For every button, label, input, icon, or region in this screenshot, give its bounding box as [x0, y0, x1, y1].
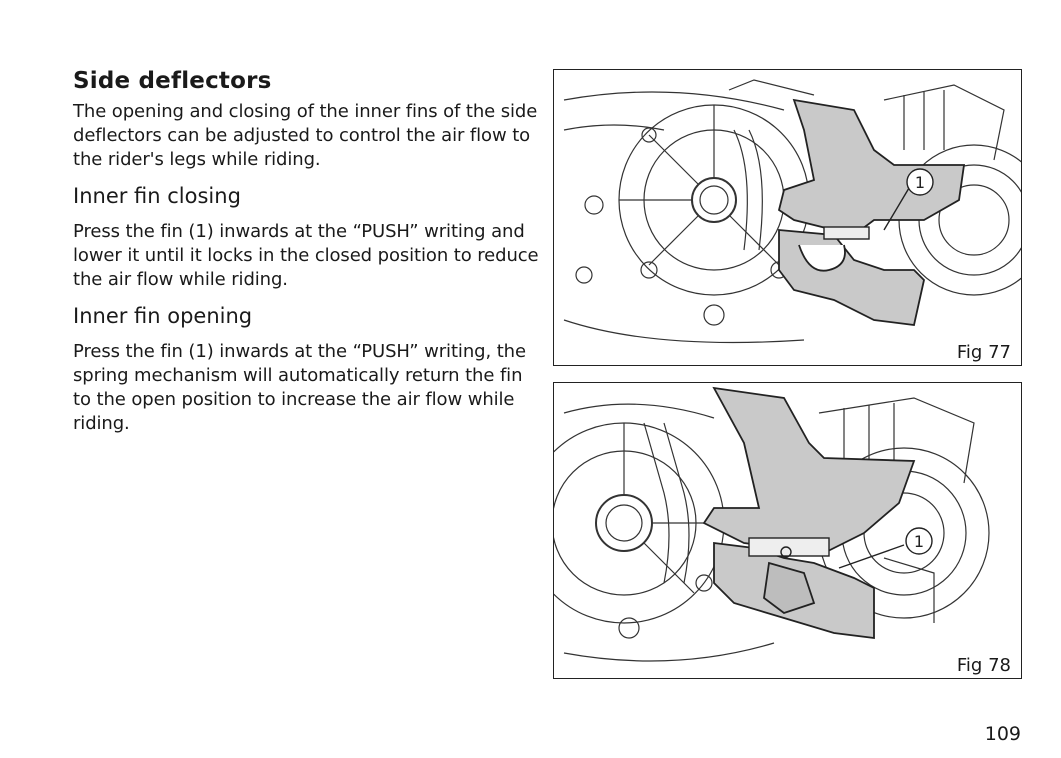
figure-78: [553, 382, 1022, 679]
svg-text:1: 1: [913, 532, 925, 551]
fig78-illustration: [554, 383, 1022, 679]
text-column: [73, 66, 541, 436]
callout-1: [906, 528, 932, 554]
callout-1: [907, 169, 933, 195]
figure-caption: Fig 78: [956, 655, 1011, 676]
page-number: 109: [984, 723, 1021, 745]
opening-heading: Inner fin opening: [73, 304, 253, 328]
figure-caption: Fig 77: [956, 342, 1011, 363]
figure-77: [553, 69, 1022, 366]
closing-heading: Inner fin closing: [73, 184, 241, 208]
svg-text:1: 1: [914, 173, 926, 192]
opening-paragraph: Press the fin (1) inwards at the “PUSH” writing, the spring mechanism will automatically return the fin to the open position to increase the air flow while riding.: [73, 341, 526, 434]
inner-fin-shape: [779, 230, 924, 325]
fig77-illustration: [554, 70, 1022, 366]
closing-paragraph: Press the fin (1) inwards at the “PUSH” writing and lower it until it locks in the closed position to reduce the air flow while riding.: [73, 221, 539, 290]
section-title: Side deflectors: [73, 68, 272, 94]
intro-paragraph: The opening and closing of the inner fins of the side deflectors can be adjusted to control the air flow to the rider's legs while riding.: [73, 101, 538, 170]
side-deflector-shape: [704, 388, 914, 553]
side-deflector-shape: [779, 100, 964, 235]
